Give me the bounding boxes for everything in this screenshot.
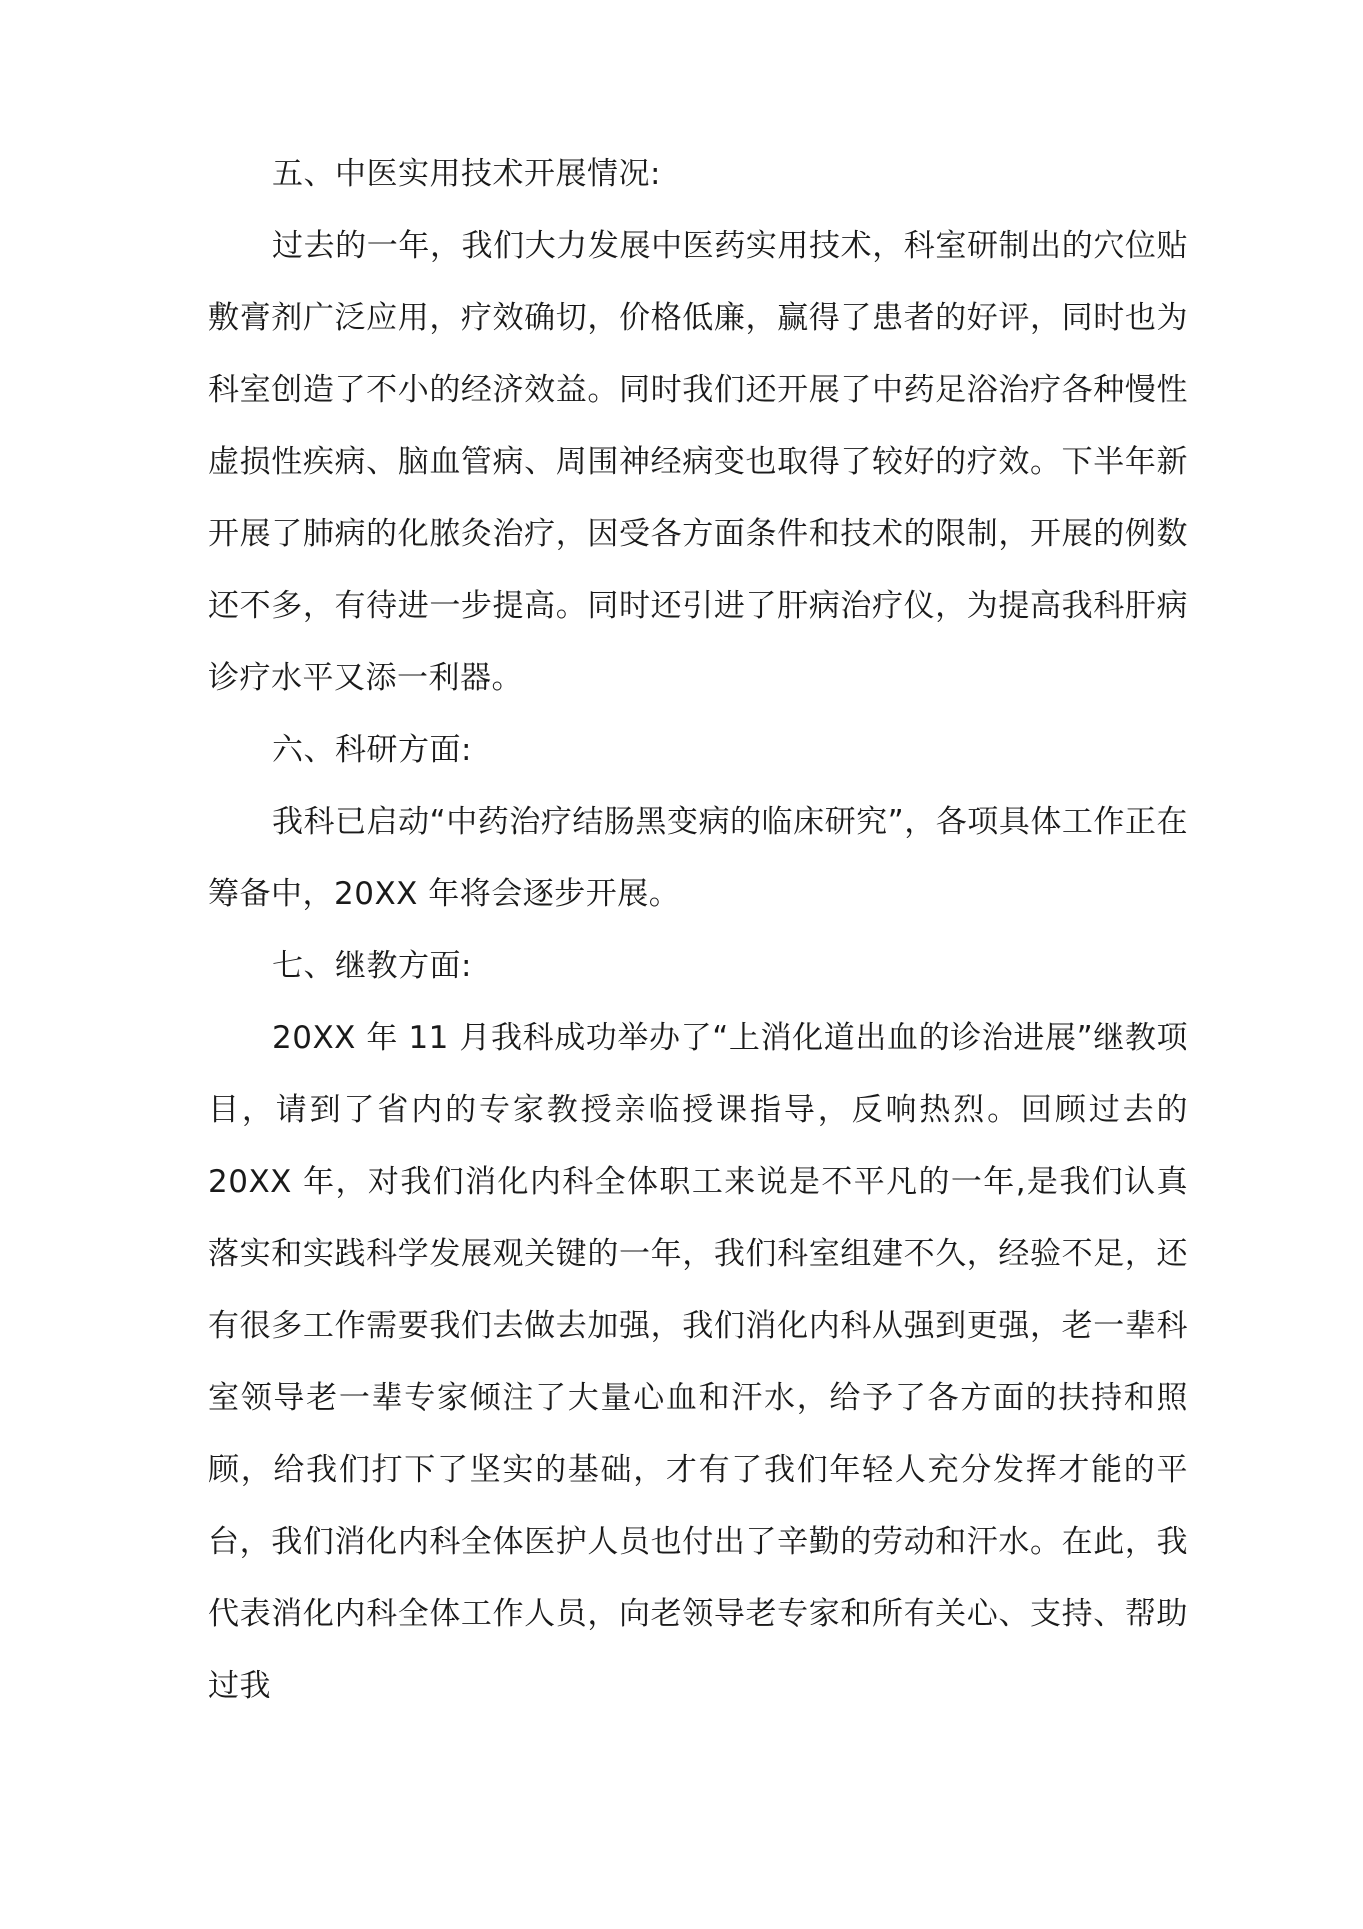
paragraph-research: 我科已启动“中药治疗结肠黑变病的临床研究”，各项具体工作正在筹备中，20XX 年将会逐步开展。 — [208, 804, 1188, 912]
paragraph-continuing-education: 20XX 年 11 月我科成功举办了“上消化道出血的诊治进展”继教项目，请到了省内的专家教授亲临授课指导，反响热烈。回顾过去的 20XX 年，对我们消化内科全体职工来说是不平凡的一年,是我们认真落实和实践科学发展观关键的一年，我们科室组建不久，经验不足，还有很多工作需要我们去做去加强，我们消化内科从强到更强，老一辈科室领导老一辈专家倾注了大量心血和汗水，给予了各方面的扶持和照顾，给我们打下了坚实的基础，才有了我们年轻人充分发挥才能的平台，我们消化内科全体医护人员也付出了辛勤的劳动和汗水。在此，我代表消化内科全体工作人员，向老领导老专家和所有关心、支持、帮助过我 — [208, 1020, 1188, 1704]
section-heading-tcm-techniques: 五、中医实用技术开展情况: — [272, 156, 661, 192]
document-body — [208, 138, 1188, 1722]
paragraph-tcm-techniques: 过去的一年，我们大力发展中医药实用技术，科室研制出的穴位贴敷膏剂广泛应用，疗效确切，价格低廉，赢得了患者的好评，同时也为科室创造了不小的经济效益。同时我们还开展了中药足浴治疗各种慢性虚损性疾病、脑血管病、周围神经病变也取得了较好的疗效。下半年新开展了肺病的化脓灸治疗，因受各方面条件和技术的限制，开展的例数还不多，有待进一步提高。同时还引进了肝病治疗仪，为提高我科肝病诊疗水平又添一利器。 — [208, 228, 1188, 696]
section-heading-research: 六、科研方面: — [272, 732, 472, 768]
section-heading-continuing-education: 七、继教方面: — [272, 948, 472, 984]
